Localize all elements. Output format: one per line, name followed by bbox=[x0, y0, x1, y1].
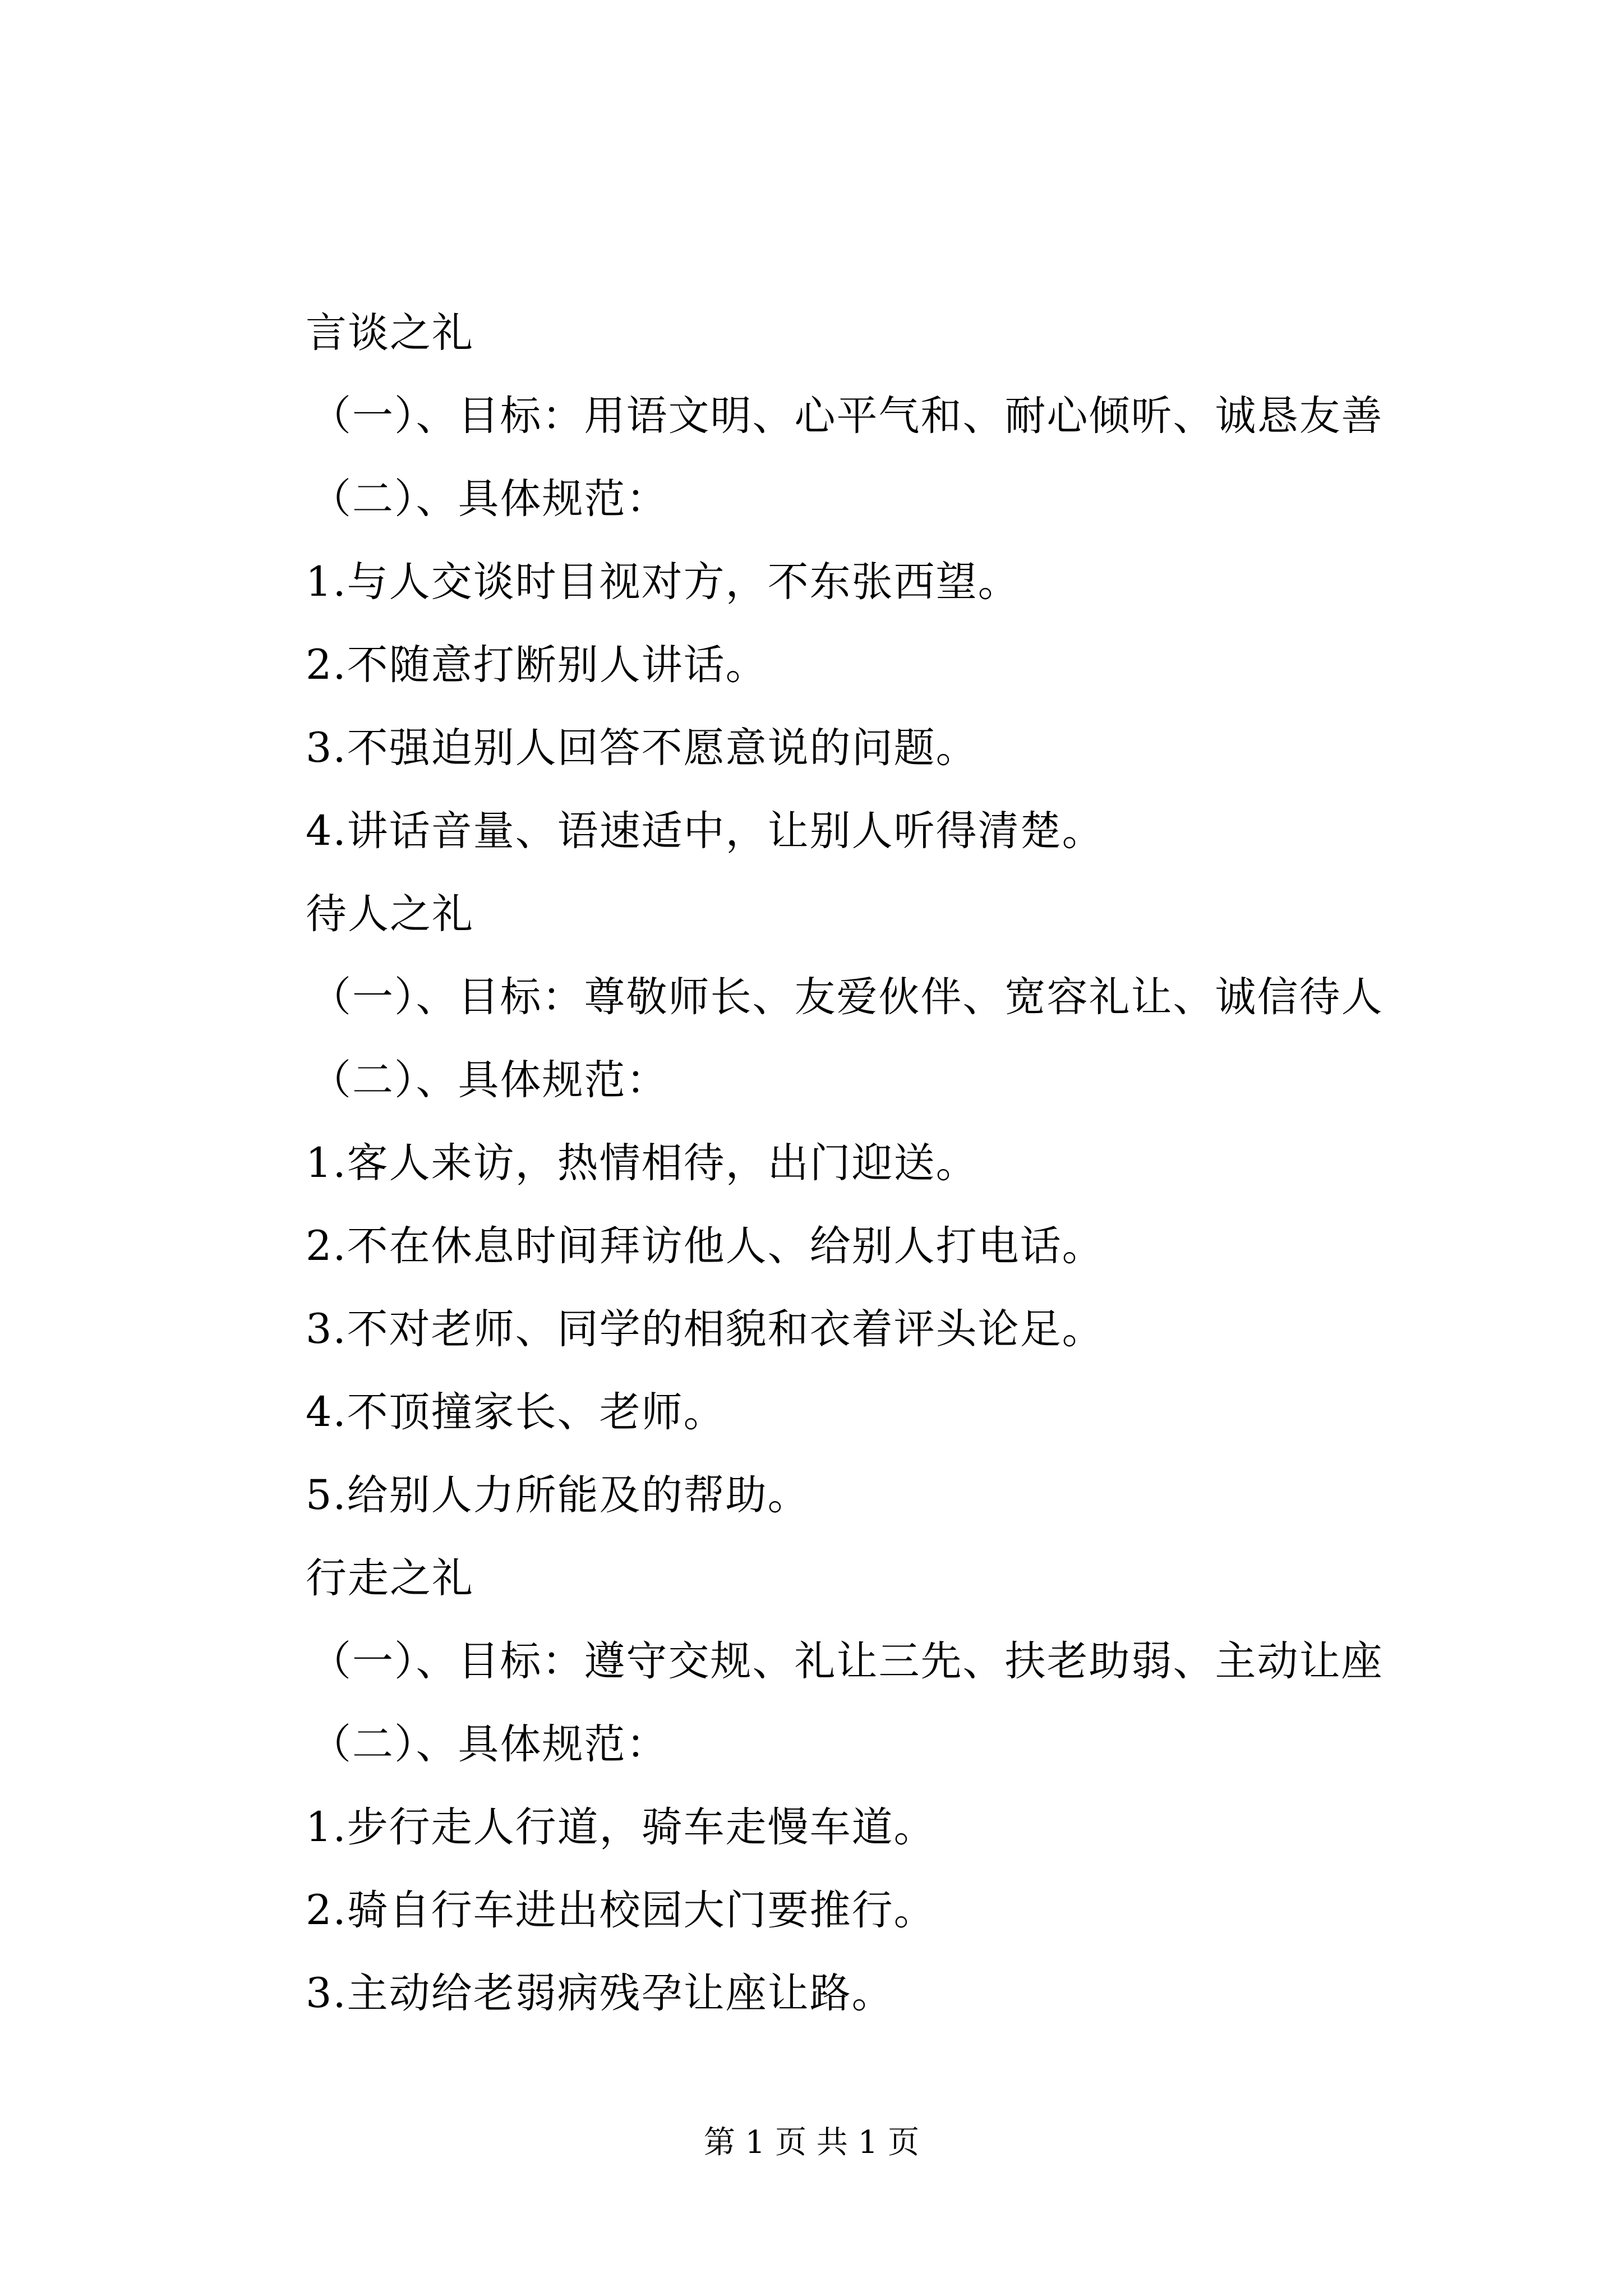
section-heading: 言谈之礼 bbox=[306, 309, 474, 357]
section-goal: （一）、目标：遵守交规、礼让三先、扶老助弱、主动让座 bbox=[310, 1637, 1384, 1685]
spec-item: 4.讲话音量、语速适中，让别人听得清楚。 bbox=[306, 807, 1104, 855]
section-goal: （一）、目标：尊敬师长、友爱伙伴、宽容礼让、诚信待人 bbox=[310, 973, 1384, 1021]
spec-item: 4.不顶撞家长、老师。 bbox=[306, 1388, 726, 1436]
spec-item: 1.与人交谈时目视对方，不东张西望。 bbox=[306, 558, 1020, 606]
spec-item: 3.不强迫别人回答不愿意说的问题。 bbox=[306, 724, 978, 772]
spec-item: 5.给别人力所能及的帮助。 bbox=[306, 1471, 810, 1519]
section-heading: 行走之礼 bbox=[306, 1554, 474, 1602]
spec-item: 1.客人来访，热情相待，出门迎送。 bbox=[306, 1139, 978, 1187]
spec-item: 1.步行走人行道，骑车走慢车道。 bbox=[306, 1803, 936, 1851]
spec-item: 3.不对老师、同学的相貌和衣着评头论足。 bbox=[306, 1305, 1104, 1353]
page-footer: 第 1 页 共 1 页 bbox=[703, 2124, 920, 2161]
spec-item: 2.不随意打断别人讲话。 bbox=[306, 641, 768, 689]
section-spec-heading: （二）、具体规范： bbox=[310, 1720, 668, 1768]
section-heading: 待人之礼 bbox=[306, 890, 474, 938]
section-goal: （一）、目标：用语文明、心平气和、耐心倾听、诚恳友善 bbox=[310, 392, 1384, 440]
section-spec-heading: （二）、具体规范： bbox=[310, 1056, 668, 1104]
spec-item: 3.主动给老弱病残孕让座让路。 bbox=[306, 1970, 894, 2017]
section-spec-heading: （二）、具体规范： bbox=[310, 475, 668, 523]
document-body bbox=[306, 292, 1455, 2035]
spec-item: 2.骑自行车进出校园大门要推行。 bbox=[306, 1887, 936, 1934]
spec-item: 2.不在休息时间拜访他人、给别人打电话。 bbox=[306, 1222, 1104, 1270]
